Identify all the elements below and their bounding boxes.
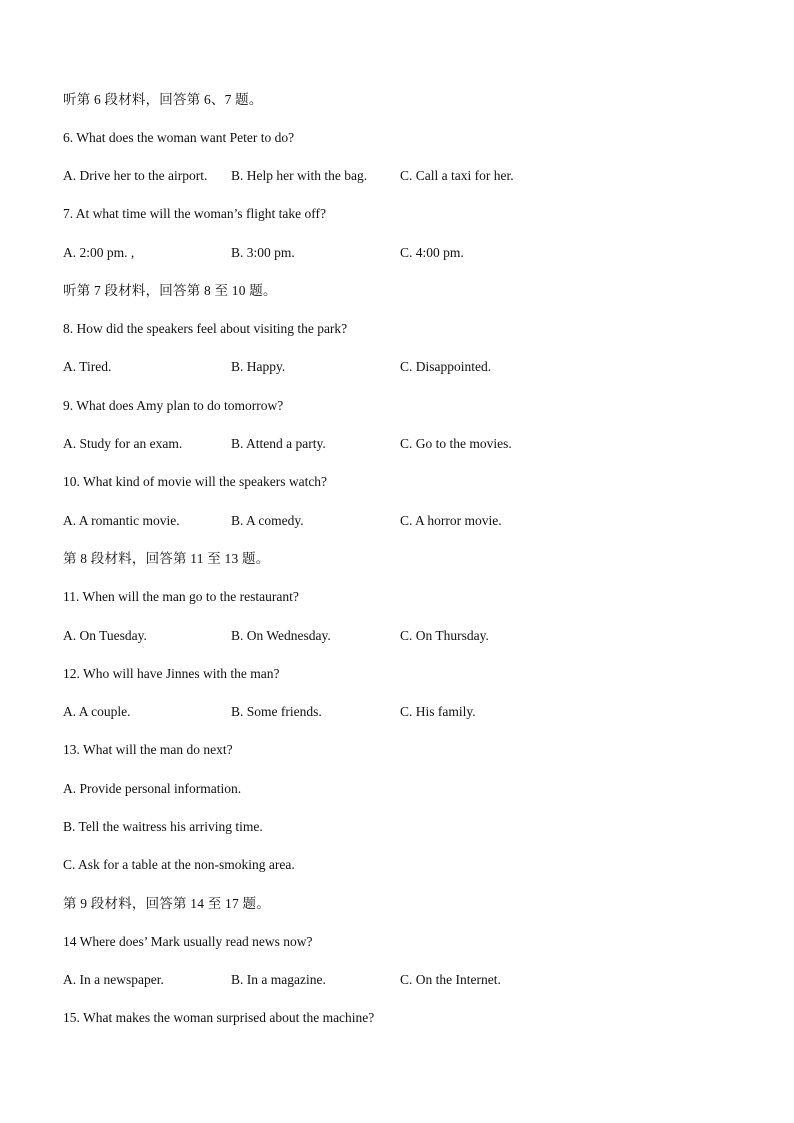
question-10: 10. What kind of movie will the speakers watch? xyxy=(63,474,328,489)
option-11a: A. On Tuesday. xyxy=(63,628,147,643)
question-7: 7. At what time will the woman’s flight take off? xyxy=(63,206,326,221)
option-9b: B. Attend a party. xyxy=(231,436,326,451)
option-7b: B. 3:00 pm. xyxy=(231,245,295,260)
option-10c: C. A horror movie. xyxy=(400,513,502,528)
option-6a: A. Drive her to the airport. xyxy=(63,168,208,183)
section-heading-9: 第 9 段材料，回答第 14 至 17 题。 xyxy=(63,896,270,911)
option-12a: A. A couple. xyxy=(63,704,131,719)
option-6b: B. Help her with the bag. xyxy=(231,168,368,183)
option-8b: B. Happy. xyxy=(231,359,286,374)
section-heading-7: 听第 7 段材料，回答第 8 至 10 题。 xyxy=(63,283,277,298)
option-6c: C. Call a taxi for her. xyxy=(400,168,514,183)
option-13a: A. Provide personal information. xyxy=(63,781,242,796)
question-8: 8. How did the speakers feel about visiting the park? xyxy=(63,321,348,336)
option-9a: A. Study for an exam. xyxy=(63,436,183,451)
option-12b: B. Some friends. xyxy=(231,704,322,719)
option-10b: B. A comedy. xyxy=(231,513,304,528)
option-8a: A. Tired. xyxy=(63,359,112,374)
question-11: 11. When will the man go to the restaurant? xyxy=(63,589,299,604)
option-12c: C. His family. xyxy=(400,704,476,719)
question-9: 9. What does Amy plan to do tomorrow? xyxy=(63,398,284,413)
option-8c: C. Disappointed. xyxy=(400,359,492,374)
section-heading-8: 第 8 段材料，回答第 11 至 13 题。 xyxy=(63,551,270,566)
option-11c: C. On Thursday. xyxy=(400,628,489,643)
question-14: 14 Where does’ Mark usually read news now? xyxy=(63,934,313,949)
question-13: 13. What will the man do next? xyxy=(63,742,233,757)
option-14c: C. On the Internet. xyxy=(400,972,501,987)
option-7c: C. 4:00 pm. xyxy=(400,245,464,260)
question-6: 6. What does the woman want Peter to do? xyxy=(63,130,295,145)
option-7a: A. 2:00 pm. , xyxy=(63,245,135,260)
option-13c: C. Ask for a table at the non-smoking area. xyxy=(63,857,295,872)
option-14a: A. In a newspaper. xyxy=(63,972,164,987)
option-14b: B. In a magazine. xyxy=(231,972,326,987)
question-12: 12. Who will have Jinnes with the man? xyxy=(63,666,280,681)
option-11b: B. On Wednesday. xyxy=(231,628,331,643)
section-heading-6: 听第 6 段材料，回答第 6、7 题。 xyxy=(63,92,263,107)
option-13b: B. Tell the waitress his arriving time. xyxy=(63,819,263,834)
option-10a: A. A romantic movie. xyxy=(63,513,180,528)
question-15: 15. What makes the woman surprised about the machine? xyxy=(63,1010,375,1025)
option-9c: C. Go to the movies. xyxy=(400,436,512,451)
